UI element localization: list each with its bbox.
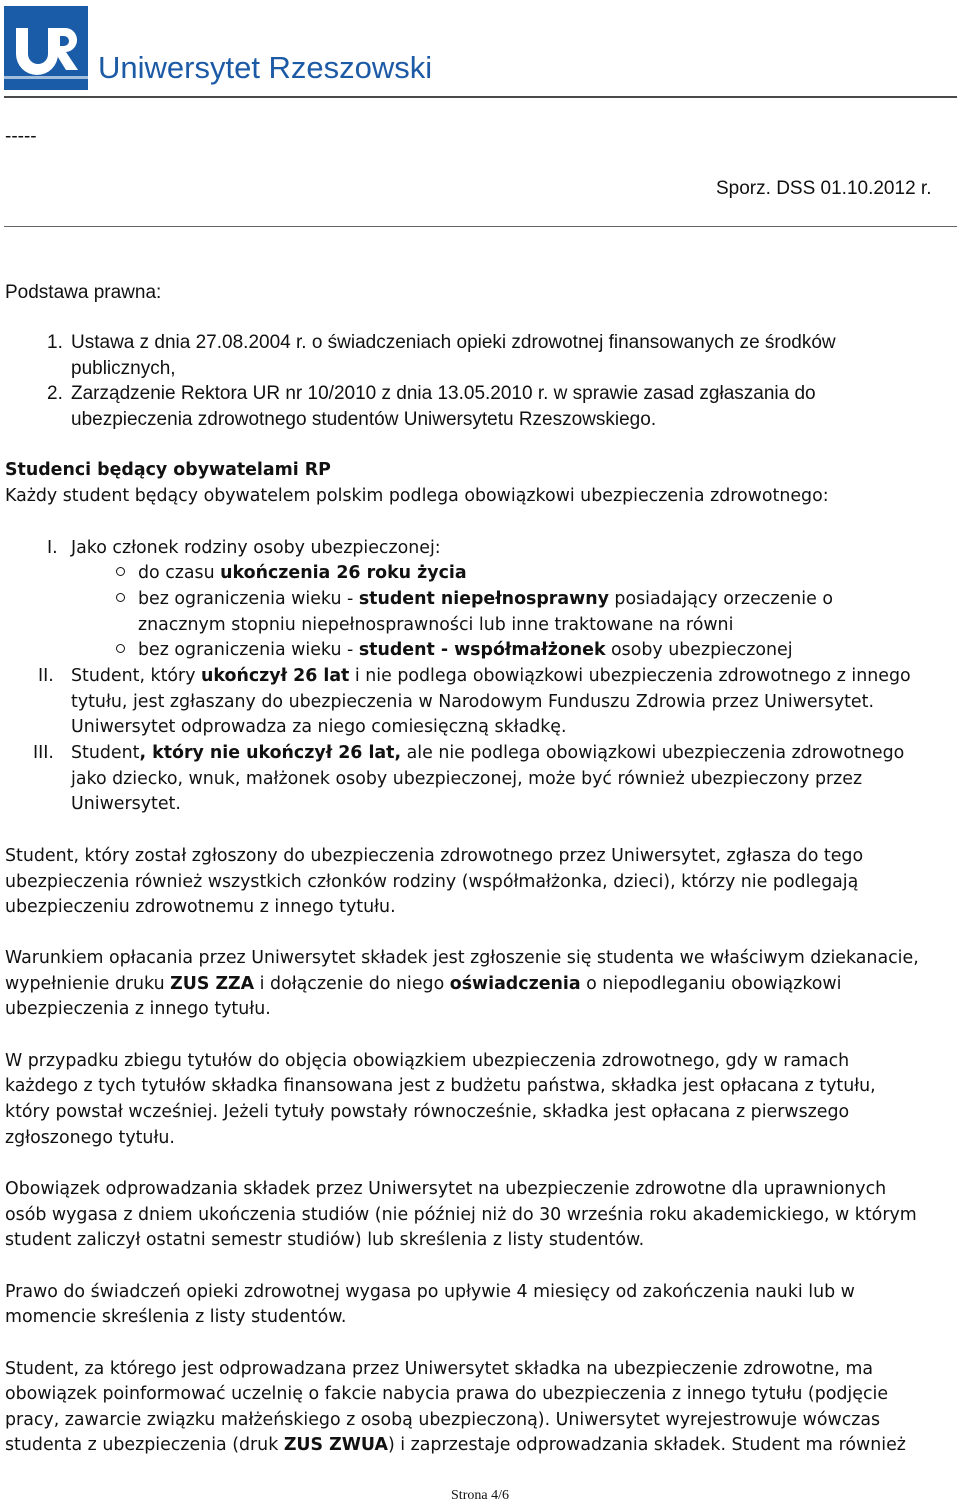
paragraph-line: osób wygasa z dniem ukończenia studiów (nie później niż do 30 września roku akademickiego, w którym: [5, 1205, 917, 1225]
paragraph-line: pracy, zawarcie związku małżeńskiego z osobą ubezpieczoną). Uniwersytet wyrejestrowuje wówczas: [5, 1410, 881, 1430]
section-heading: Studenci będący obywatelami RP: [5, 460, 331, 480]
case-number: II.: [38, 666, 54, 686]
bullet-circle-icon: [116, 593, 125, 602]
paragraph-line: zgłoszonego tytułu.: [5, 1128, 175, 1148]
case-text: Student, który ukończył 26 lat i nie podlega obowiązkowi ubezpieczenia zdrowotnego z innego: [71, 666, 911, 686]
legal-item-text: ubezpieczenia zdrowotnego studentów Uniwersytetu Rzeszowskiego.: [71, 409, 657, 430]
paragraph-line: obowiązek poinformować uczelnię o fakcie nabycia prawa do ubezpieczenia z innego tytułu (podjęcie: [5, 1384, 889, 1404]
case-text: tytułu, jest zgłaszany do ubezpieczenia w Narodowym Funduszu Zdrowia przez Uniwersytet.: [71, 692, 874, 712]
legal-item-number: 1.: [47, 332, 63, 353]
paragraph-line: Warunkiem opłacania przez Uniwersytet składek jest zgłoszenie się studenta we właściwym dziekanacie,: [5, 948, 919, 968]
paragraph-line: ubezpieczenia z innego tytułu.: [5, 999, 271, 1019]
legal-item-text: publicznych,: [71, 358, 176, 379]
paragraph-line: ubezpieczenia również wszystkich członków rodziny (współmałżonka, dzieci), którzy nie podlegają: [5, 872, 859, 892]
separator-dashes: -----: [5, 126, 37, 147]
paragraph-line: ubezpieczeniu zdrowotnemu z innego tytułu.: [5, 897, 396, 917]
paragraph-line: Student, za którego jest odprowadzana przez Uniwersytet składka na ubezpieczenie zdrowotne, ma: [5, 1359, 874, 1379]
university-logo: [4, 6, 88, 90]
case-number: III.: [33, 743, 54, 763]
paragraph-line: Student, który został zgłoszony do ubezpieczenia zdrowotnego przez Uniwersytet, zgłasza do tego: [5, 846, 864, 866]
case-text: Student, który nie ukończył 26 lat, ale nie podlega obowiązkowi ubezpieczenia zdrowotnego: [71, 743, 905, 763]
paragraph-line: wypełnienie druku ZUS ZZA i dołączenie do niego oświadczenia o niepodleganiu obowiązkowi: [5, 974, 842, 994]
paragraph-line: Prawo do świadczeń opieki zdrowotnej wygasa po upływie 4 miesięcy od zakończenia nauki lub w: [5, 1282, 855, 1302]
sub-item: bez ograniczenia wieku - student niepełnosprawny posiadający orzeczenie o: [138, 589, 833, 609]
header-divider: [4, 96, 957, 98]
sub-item-continuation: znacznym stopniu niepełnosprawności lub inne traktowane na równi: [138, 615, 734, 635]
prepared-by: Sporz. DSS 01.10.2012 r.: [716, 178, 932, 199]
paragraph-line: W przypadku zbiegu tytułów do objęcia obowiązkiem ubezpieczenia zdrowotnego, gdy w ramach: [5, 1051, 850, 1071]
case-text: Uniwersytet.: [71, 794, 181, 814]
sub-item: do czasu ukończenia 26 roku życia: [138, 563, 467, 583]
paragraph-line: każdego z tych tytułów składka finansowana jest z budżetu państwa, składka jest opłacana z tytułu,: [5, 1076, 876, 1096]
legal-item-text: Ustawa z dnia 27.08.2004 r. o świadczeniach opieki zdrowotnej finansowanych ze środków: [71, 332, 836, 353]
paragraph-line: studenta z ubezpieczenia (druk ZUS ZWUA) i zaprzestaje odprowadzania składek. Student ma również: [5, 1435, 906, 1455]
paragraph-line: który powstał wcześniej. Jeżeli tytuły powstały równocześnie, składka jest opłacana z pierwszego: [5, 1102, 850, 1122]
case-text: jako dziecko, wnuk, małżonek osoby ubezpieczonej, może być również ubezpieczony przez: [71, 769, 863, 789]
paragraph-line: Obowiązek odprowadzania składek przez Uniwersytet na ubezpieczenie zdrowotne dla uprawnionych: [5, 1179, 887, 1199]
section-intro: Każdy student będący obywatelem polskim podlega obowiązkowi ubezpieczenia zdrowotnego:: [5, 486, 829, 506]
legal-basis-heading: Podstawa prawna:: [5, 282, 162, 303]
sub-item: bez ograniczenia wieku - student - współmałżonek osoby ubezpieczonej: [138, 640, 793, 660]
legal-item-number: 2.: [47, 383, 63, 404]
paragraph-line: student zaliczył ostatni semestr studiów) lub skreślenia z listy studentów.: [5, 1230, 645, 1250]
bullet-circle-icon: [116, 644, 125, 653]
page-number: Strona 4/6: [451, 1488, 509, 1503]
ur-logo-icon: [4, 6, 88, 90]
university-name: Uniwersytet Rzeszowski: [98, 50, 433, 85]
legal-item-text: Zarządzenie Rektora UR nr 10/2010 z dnia 13.05.2010 r. w sprawie zasad zgłaszania do: [71, 383, 816, 404]
case-number: I.: [47, 538, 58, 558]
case-text: Uniwersytet odprowadza za niego comiesięczną składkę.: [71, 717, 567, 737]
bullet-circle-icon: [116, 567, 125, 576]
case-text: Jako członek rodziny osoby ubezpieczonej:: [71, 538, 441, 558]
section-divider: [4, 226, 957, 227]
paragraph-line: momencie skreślenia z listy studentów.: [5, 1307, 347, 1327]
